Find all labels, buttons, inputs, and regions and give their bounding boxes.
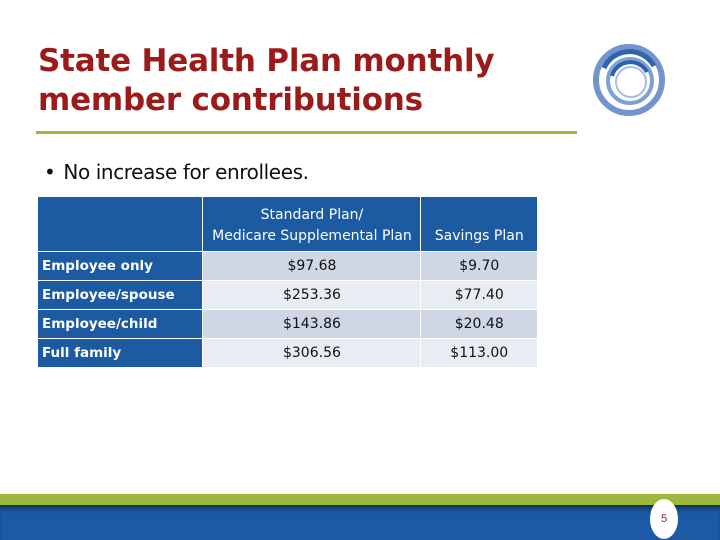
tier-label: Full family — [38, 339, 203, 368]
standard-value: $253.36 — [203, 281, 421, 310]
savings-value: $20.48 — [421, 310, 538, 339]
header-standard-plan — [203, 197, 421, 252]
savings-value: $9.70 — [421, 252, 538, 281]
table-row — [38, 339, 538, 368]
title-line-1: State Health Plan monthly — [38, 43, 495, 79]
table-row — [38, 310, 538, 339]
tier-label: Employee/spouse — [38, 281, 203, 310]
table-row — [38, 252, 538, 281]
tier-label: Employee only — [38, 252, 203, 281]
bullet-point — [44, 160, 309, 184]
standard-value: $143.86 — [203, 310, 421, 339]
standard-value: $306.56 — [203, 339, 421, 368]
concentric-swirl-logo-icon — [592, 32, 666, 128]
standard-value: $97.68 — [203, 252, 421, 281]
contributions-table — [37, 196, 538, 368]
tier-label: Employee/child — [38, 310, 203, 339]
header-tier — [38, 197, 203, 252]
page-number-badge — [650, 499, 678, 539]
savings-value: $113.00 — [421, 339, 538, 368]
footer-blue-band — [0, 505, 720, 540]
header-standard-line-2: Medicare Supplemental Plan — [212, 228, 412, 244]
table-header-row — [38, 197, 538, 252]
table-row — [38, 281, 538, 310]
slide-title — [38, 42, 494, 120]
page-number: 5 — [660, 513, 668, 525]
title-divider — [36, 131, 577, 134]
header-standard-line-1: Standard Plan/ — [260, 207, 364, 223]
footer-green-band — [0, 494, 720, 505]
title-line-2: member contributions — [38, 82, 423, 118]
header-savings-plan: Savings Plan — [421, 197, 538, 252]
bullet-text: No increase for enrollees. — [63, 160, 309, 184]
savings-value: $77.40 — [421, 281, 538, 310]
bullet-icon: • — [44, 160, 56, 184]
